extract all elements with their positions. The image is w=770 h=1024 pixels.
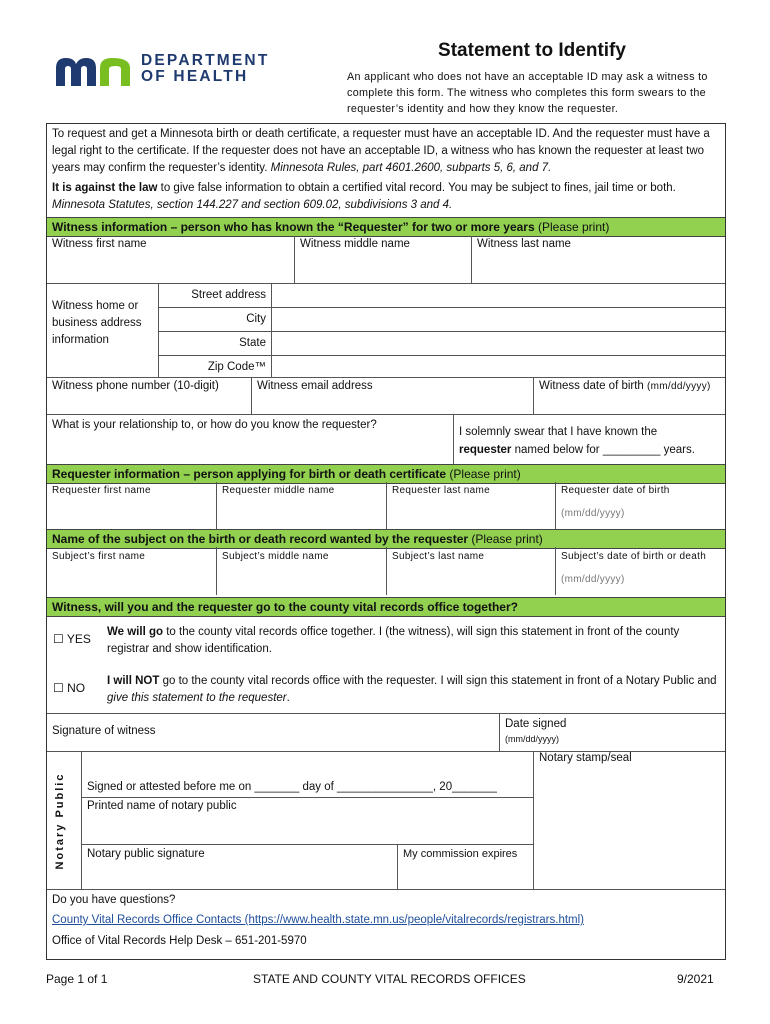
questions-heading: Do you have questions? (52, 894, 176, 906)
witness-middle-name-label: Witness middle name (300, 238, 410, 250)
witness-address-label: Witness home or business address information (52, 300, 142, 346)
county-contacts-link[interactable]: County Vital Records Office Contacts (https://www.health.state.mn.us/people/vitalrecords/registrars.html) (52, 914, 584, 926)
subject-dob-format: (mm/dd/yyyy) (561, 574, 625, 585)
date-signed-format: (mm/dd/yyyy) (505, 734, 559, 744)
subject-middle-name-label: Subject’s middle name (222, 551, 329, 562)
requester-dob-label: Requester date of birth (561, 485, 670, 496)
notary-public-vertical-label: Notary Public (54, 772, 66, 870)
requester-middle-name-label: Requester middle name (222, 485, 335, 496)
rules-text: To request and get a Minnesota birth or death certificate, a requester must have an acceptable ID. And the requester must have a legal right to the certificate. If the requester does not have an acceptable ID, a witness who has known the requester at least two years may confirm the requester’s identity. Minnesota Rules, part 4601.2600, subparts 5, 6, and 7. (52, 128, 710, 174)
notary-attested-line: Signed or attested before me on _______ day of _______________, 20_______ (87, 781, 497, 793)
subject-first-name-label: Subject’s first name (52, 551, 146, 562)
intro-text: An applicant who does not have an acceptable ID may ask a witness to complete this form. The witness who completes this form swears to the requester’s identity and how they know the requester. (347, 71, 708, 115)
footer-date: 9/2021 (677, 972, 714, 986)
subject-dob-label: Subject’s date of birth or death (561, 551, 707, 562)
statement-form (46, 123, 726, 960)
requester-dob-format: (mm/dd/yyyy) (561, 508, 625, 519)
witness-email-label: Witness email address (257, 380, 373, 392)
notary-printed-name-label: Printed name of notary public (87, 800, 237, 812)
city-label: City (246, 313, 266, 325)
witness-first-name-label: Witness first name (52, 238, 147, 250)
subject-last-name-label: Subject’s last name (392, 551, 485, 562)
swear-statement: I solemnly swear that I have known the requester named below for _________ years. (459, 426, 695, 456)
no-statement: I will NOT go to the county vital records office with the requester. I will sign this statement in front of a Notary Public and give this statement to the requester. (107, 675, 717, 704)
help-desk-contact: Office of Vital Records Help Desk – 651-201-5970 (52, 935, 307, 947)
witness-last-name-label: Witness last name (477, 238, 571, 250)
zip-label: Zip Code™ (207, 361, 266, 373)
witness-phone-label: Witness phone number (10-digit) (52, 380, 219, 392)
notary-stamp-label: Notary stamp/seal (539, 752, 632, 764)
page-title: Statement to Identify (438, 40, 626, 61)
street-label: Street address (191, 289, 266, 301)
relationship-label: What is your relationship to, or how do you know the requester? (52, 419, 377, 431)
requester-last-name-label: Requester last name (392, 485, 490, 496)
together-section-header: Witness, will you and the requester go to the county vital records office together? (47, 597, 725, 617)
notary-signature-label: Notary public signature (87, 848, 205, 860)
requester-section-header: Requester information – person applying for birth or death certificate (Please print) (47, 464, 725, 484)
department-name: DEPARTMENT OF HEALTH (141, 52, 270, 85)
mn-logo-icon (54, 56, 134, 86)
state-label: State (239, 337, 266, 349)
commission-expires-label: My commission expires (403, 848, 518, 860)
no-checkbox[interactable]: ☐ NO (53, 681, 86, 695)
page-number: Page 1 of 1 (46, 972, 108, 986)
law-warning: It is against the law to give false information to obtain a certified vital record. You may be subject to fines, jail time or both. Minnesota Statutes, section 144.227 and section 609.02, subdivisions 3 and 4. (52, 182, 676, 211)
witness-dob-label: Witness date of birth (mm/dd/yyyy) (539, 380, 711, 392)
yes-statement: We will go to the county vital records office together. I (the witness), will sign this statement in front of the county registrar and show identification. (107, 626, 680, 655)
witness-signature-label: Signature of witness (52, 725, 156, 737)
date-signed-label: Date signed (505, 718, 567, 730)
yes-checkbox[interactable]: ☐ YES (53, 632, 91, 646)
witness-section-header: Witness information – person who has known the “Requester” for two or more years (Please print) (47, 217, 725, 237)
subject-section-header: Name of the subject on the birth or death record wanted by the requester (Please print) (47, 529, 725, 549)
footer-office: STATE AND COUNTY VITAL RECORDS OFFICES (253, 972, 526, 986)
requester-first-name-label: Requester first name (52, 485, 151, 496)
